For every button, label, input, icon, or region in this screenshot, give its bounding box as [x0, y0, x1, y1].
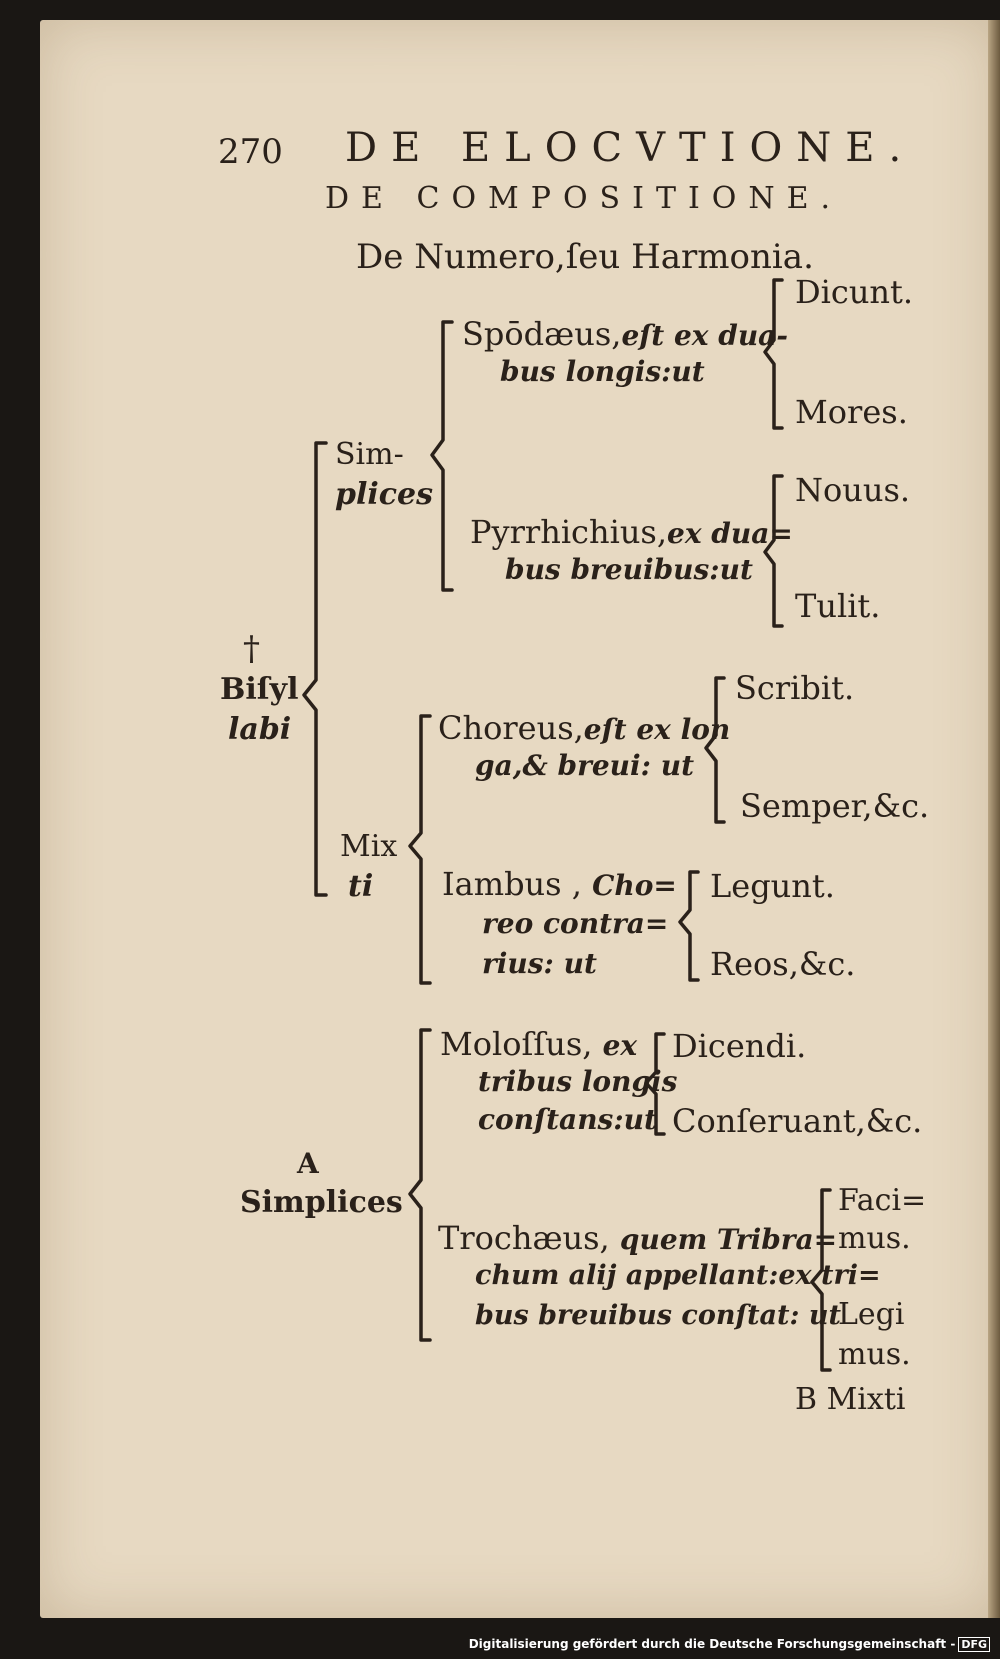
spondaeus-name: Spōdæus,eſt ex dua-: [462, 315, 788, 353]
choreus-example-2: Semper,&c.: [740, 787, 930, 825]
mixti-label: Mix: [340, 829, 398, 864]
molossus-line-3: conſtans:ut: [478, 1103, 657, 1136]
trochaeus-example-1b: mus.: [838, 1221, 911, 1256]
choreus-line-2: ga,& breui: ut: [475, 749, 695, 782]
digitization-credit: Digitalisierung gefördert durch die Deutsche Forschungsgemeinschaft - DFG: [469, 1637, 990, 1652]
pyrrhichius-example-2: Tulit.: [795, 587, 881, 625]
molossus-example-2: Conſeruant,&c.: [672, 1102, 923, 1140]
subtitle: De Numero,ſeu Harmonia.: [356, 237, 814, 277]
spondaeus-line-2: bus longis:ut: [500, 355, 705, 388]
section-title: DE COMPOSITIONE.: [325, 181, 843, 216]
choreus-name: Choreus,eſt ex lon: [438, 709, 731, 747]
pyrrhichius-example-1: Nouus.: [795, 471, 911, 509]
molossus-example-1: Dicendi.: [672, 1027, 807, 1065]
pyrrhichius-name: Pyrrhichius,ex dua=: [470, 513, 793, 551]
spondaeus-example-2: Mores.: [795, 393, 908, 431]
mixti-label-2: ti: [348, 869, 374, 904]
iambus-line-2: reo contra=: [482, 907, 669, 940]
a-signature: A: [297, 1147, 319, 1180]
iambus-example-2: Reos,&c.: [710, 945, 856, 983]
spondaeus-example-1: Dicunt.: [795, 273, 914, 311]
bisyllabi-label-2: labi: [228, 712, 292, 747]
trochaeus-example-1a: Faci=: [838, 1183, 927, 1218]
trochaeus-example-2b: mus.: [838, 1337, 911, 1372]
dagger-mark: †: [243, 629, 260, 669]
catchword: B Mixti: [795, 1382, 906, 1417]
trochaeus-line-2: chum alij appellant:ex tri=: [475, 1260, 881, 1291]
choreus-example-1: Scribit.: [735, 669, 855, 707]
bisyllabi-label: Biſyl: [220, 672, 299, 707]
trochaeus-line-3: bus breuibus conſtat: ut: [475, 1300, 841, 1331]
iambus-example-1: Legunt.: [710, 867, 835, 905]
running-title: DE ELOCVTIONE.: [345, 125, 916, 171]
iambus-line-3: rius: ut: [482, 947, 597, 980]
molossus-line-2: tribus longis: [478, 1065, 678, 1098]
pyrrhichius-line-2: bus breuibus:ut: [505, 553, 753, 586]
trochaeus-name: Trochæus, quem Tribra=: [438, 1219, 838, 1257]
iambus-name: Iambus , Cho=: [442, 865, 677, 903]
simplices-label-2: plices: [335, 477, 434, 512]
dfg-logo: DFG: [958, 1637, 990, 1652]
molossus-name: Moloſſus, ex: [440, 1025, 638, 1063]
simplices-label: Sim-: [335, 437, 404, 472]
page-number: 270: [218, 132, 283, 172]
trochaeus-example-2a: Legi: [838, 1297, 905, 1332]
a-simplices-label: Simplices: [240, 1185, 403, 1220]
